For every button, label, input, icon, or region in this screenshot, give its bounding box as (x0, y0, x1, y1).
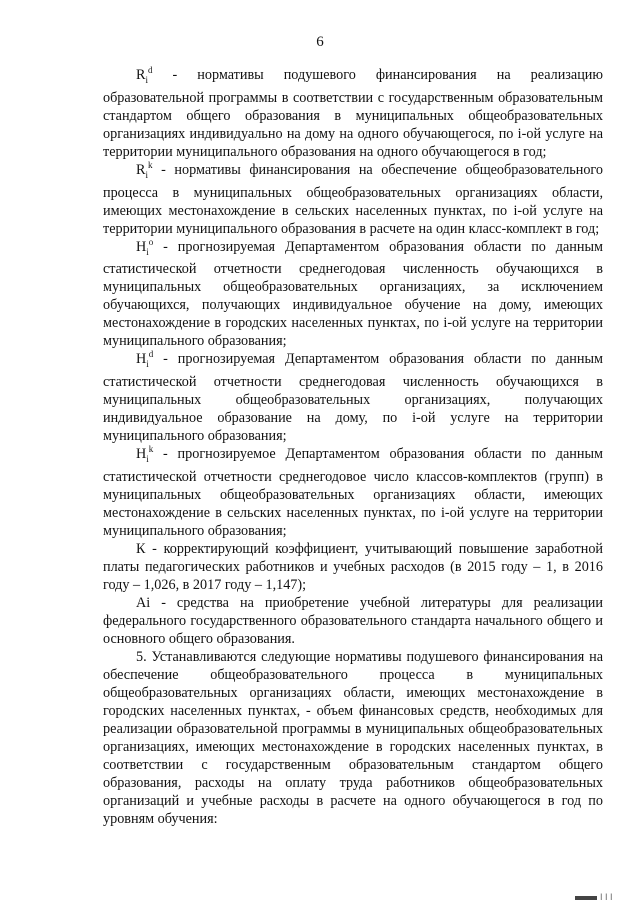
document-body (103, 66, 603, 828)
paragraph-rd: $R_i^d$ - нормативы подушевого финансирования на реализацию образовательной программы в соответствии с государственным образовательным стандартом общего образования в муниципальных общеобразовательных организациях индивидуально на дому на одного обучающегося, по i-ой услуге на территории муниципального образования на одного обучающегося в год; (103, 65, 603, 160)
paragraph-hd: $H_i^d$ - прогнозируемая Департаментом образования области по данным статистической отчетности среднегодовая численность обучающихся в муниципальных общеобразовательных организациях, получающих индивидуальное образование на дому, по i-ой услуге на территории муниципального образования; (103, 349, 603, 445)
page-number: 6 (316, 34, 324, 50)
paragraph-hk: $H_i^k$ - прогнозируемое Департаментом образования области по данным статистической отчетности среднегодовое число классов-комплектов (групп) в муниципальных общеобразовательных организациях области, имеющих местонахождение в сельских населенных пунктах, по i-ой услуге на территории муниципального образования; (103, 444, 603, 540)
paragraph-ho: $H_i^o$ - прогнозируемая Департаментом образования области по данным статистической отчетности среднегодовая численность обучающихся в муниципальных общеобразовательных организациях, за исключением обучающихся, получающих индивидуальное обучение на дому, имеющих местонахождение в городских населенных пунктах, по i-ой услуге на территории муниципального образования; (103, 236, 603, 350)
paragraph-rk: $R_i^k$ - нормативы финансирования на обеспечение общеобразовательного процесса в муниципальных общеобразовательных организациях области, имеющих местонахождение в сельских населенных пунктах, по i-ой услуге на территории муниципального образования в расчете на один класс-комплект в год; (103, 159, 603, 237)
scan-edge-mark (575, 896, 597, 900)
footer-mark: І І І (600, 892, 613, 902)
paragraph-section-5: 5. Устанавливаются следующие нормативы подушевого финансирования на обеспечение общеобразовательного процесса в муниципальных общеобразовательных организациях области, имеющих местонахождение в городских населенных пунктах, - объем финансовых средств, необходимых для реализации образовательной программы в муниципальных общеобразовательных организациях, имеющих местонахождение в городских населенных пунктах, в соответствии с государственным образовательным стандартом общего образования, расходы на оплату труда работников общеобразовательных организаций и учебные расходы в расчете на одного обучающегося в год по уровням обучения: (103, 649, 603, 828)
paragraph-ai: Аi - средства на приобретение учебной литературы для реализации федерального государственного образовательного стандарта начального общего и основного общего образования. (103, 595, 603, 648)
paragraph-k-coefficient: К - корректирующий коэффициент, учитывающий повышение заработной платы педагогических работников и учебных расходов (в 2015 году – 1, в 2016 году – 1,026, в 2017 году – 1,147); (103, 541, 603, 594)
